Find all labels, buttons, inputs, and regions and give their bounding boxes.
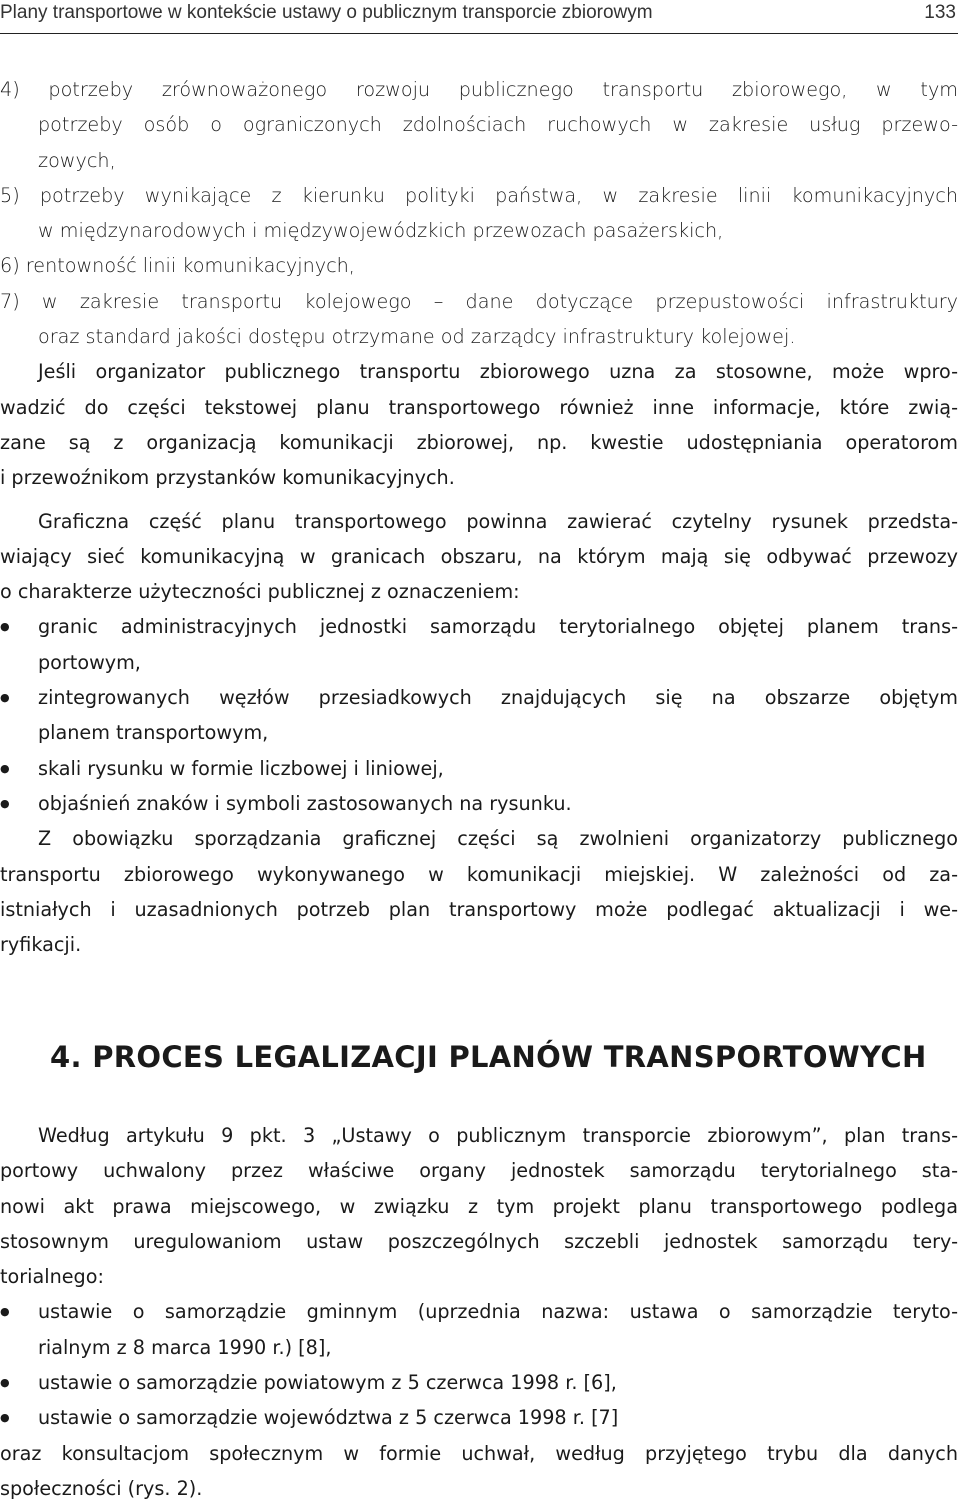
paragraph-3-line-3: istniałych i uzasadnionych potrzeb plan transportowy może podlegać aktualizacji i we- bbox=[0, 897, 958, 921]
running-title: Plany transportowe w kontekście ustawy o publicznym transporcie zbiorowym bbox=[0, 2, 653, 23]
paragraph-1-line-3: zane są z organizacją komunikacji zbiorowej, np. kwestie udostępniania operatorom bbox=[0, 430, 958, 454]
law-bullet-1-line-1: ● ustawie o samorządzie gminnym (uprzednia nazwa: ustawa o samorządzie teryto- bbox=[0, 1294, 958, 1329]
law-bullet-1-line-2: rialnym z 8 marca 1990 r.) [8], bbox=[38, 1335, 332, 1359]
paragraph-1-line-2: wadzić do części tekstowej planu transportowego również inne informacje, które zwią- bbox=[0, 395, 958, 419]
main-text-upper bbox=[0, 72, 958, 962]
paragraph-5-line-1: oraz konsultacjom społecznym w formie uchwał, według przyjętego trybu dla danych bbox=[0, 1441, 958, 1465]
bullet-1-line-2: portowym, bbox=[38, 650, 141, 674]
bullet-2-line-2: planem transportowym, bbox=[38, 721, 269, 745]
list-item-7-line-1: 7) w zakresie transportu kolejowego – dane dotyczące przepustowości infrastruktury bbox=[0, 289, 958, 313]
paragraph-2-line-1: Graficzna część planu transportowego powinna zawierać czytelny rysunek przedsta- bbox=[38, 509, 958, 533]
paragraph-4-line-5: torialnego: bbox=[0, 1265, 104, 1289]
main-text-lower bbox=[0, 1118, 958, 1506]
paragraph-3-line-2: transportu zbiorowego wykonywanego w komunikacji miejskiej. W zależności od za- bbox=[0, 862, 958, 886]
list-item-7-line-2: oraz standard jakości dostępu otrzymane od zarządcy infrastruktury kolejowej. bbox=[38, 325, 796, 349]
paragraph-4-line-2: portowy uchwalony przez właściwe organy jednostek samorządu terytorialnego sta- bbox=[0, 1159, 958, 1183]
list-item-4-line-3: zowych, bbox=[38, 148, 116, 172]
law-bullet-2: ● ustawie o samorządzie powiatowym z 5 czerwca 1998 r. [6], bbox=[0, 1365, 958, 1400]
law-bullet-3: ● ustawie o samorządzie województwa z 5 czerwca 1998 r. [7] bbox=[0, 1400, 958, 1435]
bullet-4: ● objaśnień znaków i symboli zastosowanych na rysunku. bbox=[0, 786, 958, 821]
paragraph-1-line-1: Jeśli organizator publicznego transportu zbiorowego uzna za stosowne, może wpro- bbox=[38, 360, 958, 384]
paragraph-4-line-4: stosownym uregulowaniom ustaw poszczególnych szczebli jednostek samorządu tery- bbox=[0, 1229, 958, 1253]
bullet-3: ● skali rysunku w formie liczbowej i liniowej, bbox=[0, 751, 958, 786]
list-item-5-line-2: w międzynarodowych i międzywojewódzkich przewozach pasażerskich, bbox=[38, 219, 724, 243]
list-item-4-line-1: 4) potrzeby zrównoważonego rozwoju publicznego transportu zbiorowego, w tym bbox=[0, 78, 958, 101]
paragraph-3-line-4: ryfikacji. bbox=[0, 933, 82, 957]
bullet-1-line-1: ● granic administracyjnych jednostki samorządu terytorialnego objętej planem trans- bbox=[0, 609, 958, 644]
list-item-5-line-1: 5) potrzeby wynikające z kierunku polityki państwa, w zakresie linii komunikacyjnych bbox=[0, 183, 958, 207]
list-item-4-line-2: potrzeby osób o ograniczonych zdolnościach ruchowych w zakresie usług przewo- bbox=[38, 113, 958, 137]
paragraph-3-line-1: Z obowiązku sporządzania graficznej części są zwolnieni organizatorzy publicznego bbox=[38, 827, 958, 851]
paragraph-2-line-3: o charakterze użyteczności publicznej z oznaczeniem: bbox=[0, 580, 520, 604]
page-header bbox=[0, 0, 958, 34]
page-number: 133 bbox=[924, 2, 956, 23]
paragraph-5-line-2: społeczności (rys. 2). bbox=[0, 1476, 203, 1500]
bullet-2-line-1: ● zintegrowanych węzłów przesiadkowych znajdujących się na obszarze objętym bbox=[0, 680, 958, 715]
paragraph-1-line-4: i przewoźnikom przystanków komunikacyjnych. bbox=[0, 466, 455, 490]
section-heading: 4. PROCES LEGALIZACJI PLANÓW TRANSPORTOWYCH bbox=[50, 1040, 927, 1074]
paragraph-4-line-3: nowi akt prawa miejscowego, w związku z tym projekt planu transportowego podlega bbox=[0, 1194, 958, 1218]
paragraph-4-line-1: Według artykułu 9 pkt. 3 „Ustawy o publicznym transporcie zbiorowym”, plan trans- bbox=[38, 1124, 958, 1147]
paragraph-2-line-2: wiający sieć komunikacyjną w granicach obszaru, na którym mają się odbywać przewozy bbox=[0, 544, 958, 568]
list-item-6: 6) rentowność linii komunikacyjnych, bbox=[0, 254, 355, 278]
